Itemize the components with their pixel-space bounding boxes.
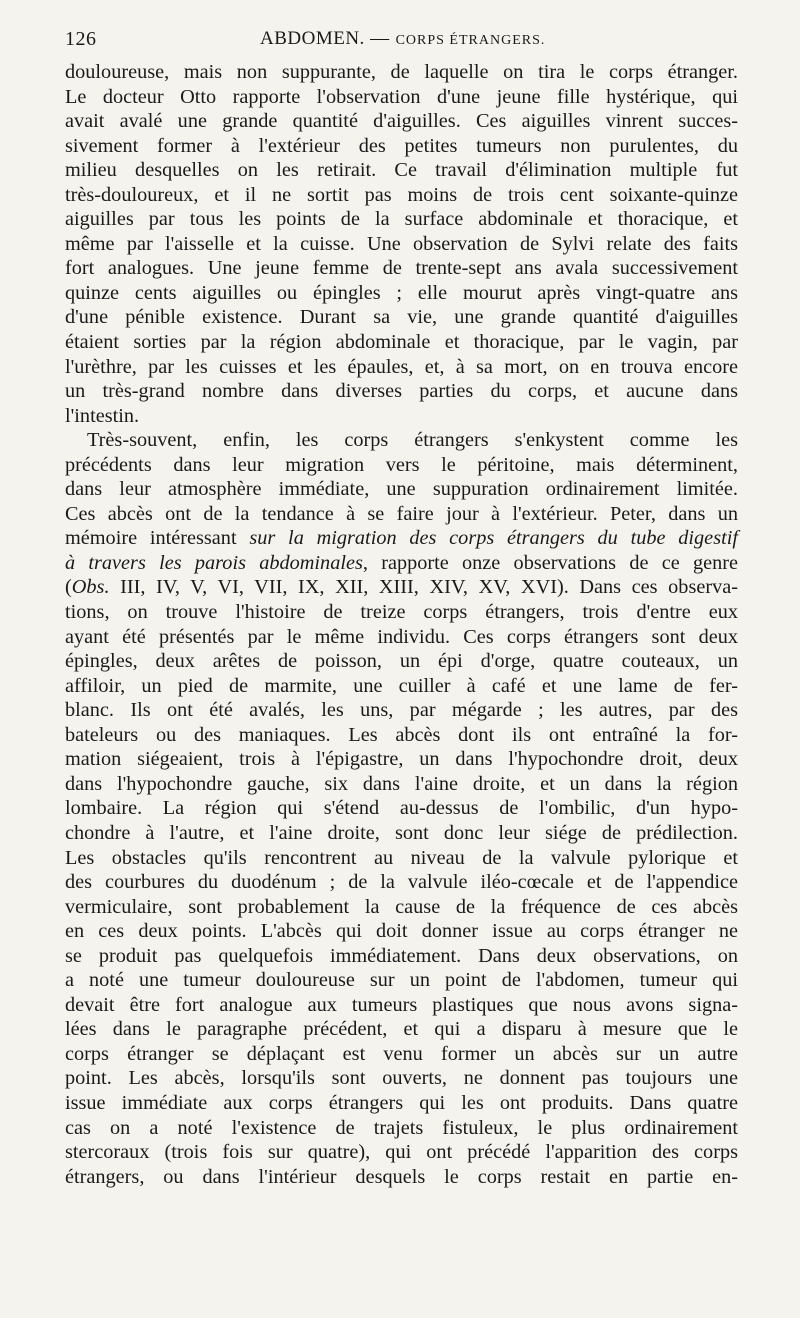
text-line: lées dans le paragraphe précédent, et qui a disparu à mesure que le [65, 1018, 738, 1041]
body-text [65, 60, 738, 1189]
text-run: mémoire intéressant [65, 527, 250, 550]
text-line: étaient sorties par la région abdominale et thoracique, par le vagin, par [65, 331, 738, 354]
text-line: dans l'hypochondre gauche, six dans l'aine droite, et un dans la région [65, 772, 738, 795]
text-line: épingles, deux arêtes de poisson, un épi d'orge, quatre couteaux, un [65, 650, 738, 673]
text-line: même par l'aisselle et la cuisse. Une observation de Sylvi relate des faits [65, 232, 738, 255]
title-dash: — [370, 28, 390, 49]
text-line: bateleurs ou des maniaques. Les abcès dont ils ont entraîné la for- [65, 723, 738, 746]
text-line: précédents dans leur migration vers le péritoine, mais déterminent, [65, 453, 738, 476]
paragraph-1 [65, 60, 738, 428]
text-line: affiloir, un pied de marmite, une cuiller à café et une lame de fer- [65, 674, 738, 697]
text-line: un très-grand nombre dans diverses parties du corps, et aucune dans [65, 380, 738, 403]
text-line: corps étranger se déplaçant est venu former un abcès sur un autre [65, 1042, 738, 1065]
text-line: aiguilles par tous les points de la surface abdominale et thoracique, et [65, 208, 738, 231]
text-line: dans leur atmosphère immédiate, une suppuration ordinairement limitée. [65, 478, 738, 501]
text-line [65, 526, 738, 551]
text-line: avait avalé une grande quantité d'aiguilles. Ces aiguilles vinrent succes- [65, 110, 738, 133]
text-line: Les obstacles qu'ils rencontrent au niveau de la valvule pylorique et [65, 846, 738, 869]
text-run: , rapporte onze observations de ce genre [362, 551, 738, 574]
text-line: très-douloureux, et il ne sortit pas moins de trois cent soixante-quinze [65, 183, 738, 206]
text-line [65, 551, 738, 576]
text-line: quinze cents aiguilles ou épingles ; elle mourut après vingt-quatre ans [65, 281, 738, 304]
text-run: ( [65, 576, 72, 599]
text-line: milieu desquelles on les retirait. Ce travail d'élimination multiple fut [65, 159, 738, 182]
text-run: III, IV, V, VI, VII, IX, XII, XIII, XIV, XV, XVI). Dans ces observa- [109, 576, 738, 599]
page-number: 126 [65, 28, 97, 50]
text-line: en ces deux points. L'abcès qui doit donner issue au corps étranger ne [65, 920, 738, 943]
paragraph-2 [65, 428, 738, 1189]
chapter-title: ABDOMEN. [260, 28, 365, 49]
text-line: ayant été présentés par le même individu. Ces corps étrangers sont deux [65, 625, 738, 648]
text-line: des courbures du duodénum ; de la valvule iléo-cœcale et de l'appendice [65, 871, 738, 894]
text-line: stercoraux (trois fois sur quatre), qui ont précédé l'apparition des corps [65, 1141, 738, 1164]
section-title: CORPS ÉTRANGERS. [395, 33, 546, 48]
text-line: cas on a noté l'existence de trajets fistuleux, le plus ordinairement [65, 1116, 738, 1139]
running-head [65, 28, 738, 60]
italic-abbrev: Obs. [71, 576, 110, 599]
text-line: vermiculaire, sont probablement la cause de la fréquence de ces abcès [65, 895, 738, 918]
text-line: devait être fort analogue aux tumeurs plastiques que nous avons signa- [65, 993, 738, 1016]
text-line: Ces abcès ont de la tendance à se faire jour à l'extérieur. Peter, dans un [65, 502, 738, 525]
text-line: a noté une tumeur douloureuse sur un point de l'abdomen, tumeur qui [65, 969, 738, 992]
text-line: se produit pas quelquefois immédiatement. Dans deux observations, on [65, 944, 738, 967]
text-line: l'intestin. [65, 404, 140, 427]
text-line: lombaire. La région qui s'étend au-dessus de l'ombilic, d'un hypo- [65, 797, 738, 820]
text-line: fort analogues. Une jeune femme de trente-sept ans avala successivement [65, 257, 738, 280]
text-line: d'une pénible existence. Durant sa vie, une grande quantité d'aiguilles [65, 306, 738, 329]
text-line: douloureuse, mais non suppurante, de laquelle on tira le corps étranger. [65, 61, 738, 83]
text-line [65, 575, 738, 600]
text-line: point. Les abcès, lorsqu'ils sont ouverts, ne donnent pas toujours une [65, 1067, 738, 1090]
italic-title: sur la migration des corps étrangers du tube digestif [249, 527, 738, 550]
text-line: Le docteur Otto rapporte l'observation d'une jeune fille hystérique, qui [65, 85, 738, 108]
text-line: issue immédiate aux corps étrangers qui les ont produits. Dans quatre [65, 1091, 738, 1114]
text-line: Très-souvent, enfin, les corps étrangers s'enkystent comme les [87, 429, 738, 452]
text-line: l'urèthre, par les cuisses et les épaules, et, à sa mort, on en trouva encore [65, 355, 738, 378]
text-line: blanc. Ils ont été avalés, les uns, par mégarde ; les autres, par des [65, 699, 738, 722]
text-line: chondre à l'autre, et l'aine droite, sont donc leur siége de prédilection. [65, 821, 738, 844]
italic-title: à travers les parois abdominales [65, 551, 363, 574]
text-line: sivement former à l'extérieur des petites tumeurs non purulentes, du [65, 134, 738, 157]
text-line: étrangers, ou dans l'intérieur desquels le corps restait en partie en- [65, 1165, 738, 1188]
text-line: tions, on trouve l'histoire de treize corps étrangers, trois d'entre eux [65, 601, 738, 624]
text-line: mation siégeaient, trois à l'épigastre, un dans l'hypochondre droit, deux [65, 748, 738, 771]
running-title [260, 28, 545, 50]
paragraph-2-rest [65, 600, 738, 1189]
